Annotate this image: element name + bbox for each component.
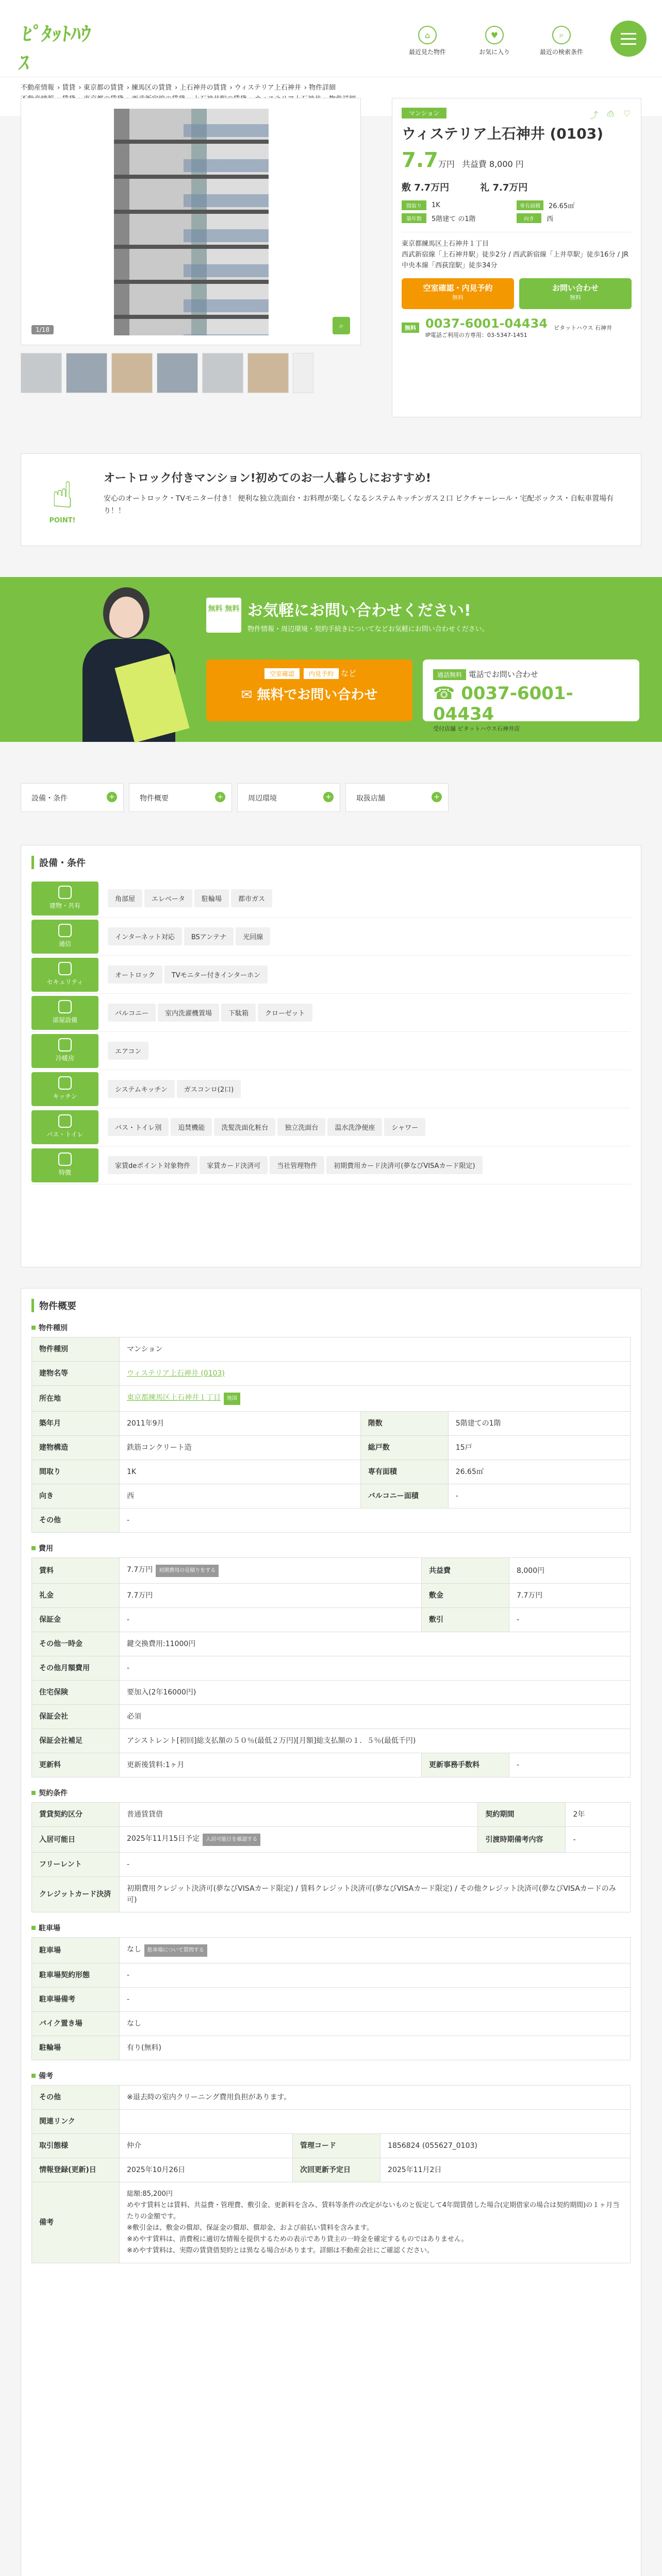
equipment-category: 建物・共有: [31, 882, 98, 916]
subsection-title: 契約条件: [31, 1788, 631, 1798]
share-icon[interactable]: ⤴: [589, 110, 598, 120]
equipment-chip: エアコン: [108, 1042, 148, 1060]
equipment-category: キッチン: [31, 1072, 98, 1106]
category-icon: [58, 1153, 72, 1166]
property-name: ウィステリア上石神井 (0103): [402, 125, 604, 142]
tab-environment[interactable]: 周辺環境 +: [237, 783, 340, 812]
breadcrumb-item[interactable]: ウィステリア上石神井: [234, 84, 301, 92]
deposit: 敷 7.7万円: [402, 182, 450, 193]
equipment-category: バス・トイレ: [31, 1110, 98, 1144]
deposit-key-money: [402, 180, 632, 194]
property-type-tag: マンション: [402, 108, 446, 118]
share-icons: [590, 109, 631, 121]
overview-section: [21, 1288, 641, 2576]
header-nav: [404, 26, 585, 56]
contact-subtitle: 物件情報・周辺環境・契約手続きについてなどお気軽にお問い合わせください。: [247, 625, 489, 633]
free-badge: 無料 無料: [206, 598, 241, 633]
section-tabs: [21, 783, 449, 812]
equipment-chip: オートロック: [108, 965, 162, 984]
equipment-chip: 下駄箱: [221, 1004, 256, 1022]
breadcrumb-item[interactable]: 練馬区の賃貸: [131, 84, 172, 92]
equipment-chip: エレベータ: [144, 889, 192, 907]
spec-item: 専有面積 26.65㎡: [517, 200, 632, 210]
equipment-chip: バルコニー: [108, 1004, 156, 1022]
visit-reserve-button[interactable]: 空室確認・内見予約 無料: [402, 278, 514, 309]
spec-item: 向き 西: [517, 213, 632, 223]
shop-name: ピタットハウス 石神井: [554, 325, 612, 331]
breadcrumb-item[interactable]: 上石神井の賃貸: [179, 84, 227, 92]
overview-table-parking: 駐車場 なし 駐車場について質問する 駐車場契約形態 - 駐車場備考 - バイク置き場 なし 駐輪場 有り(無料): [31, 1937, 631, 2060]
equipment-chip: BSアンテナ: [184, 927, 234, 945]
site-logo[interactable]: ﾋﾟﾀｯﾄﾊｳｽ: [18, 23, 92, 74]
toll-free-label: 通話無料: [433, 669, 466, 680]
address: 東京都練馬区上石神井１丁目: [402, 240, 489, 248]
equipment-row: [31, 1108, 631, 1146]
move-in-check-button[interactable]: 入居可能日を確認する: [203, 1834, 260, 1846]
photo-thumbnails: [21, 353, 361, 393]
map-button[interactable]: 地図: [224, 1393, 240, 1405]
breadcrumb-item[interactable]: 不動産情報: [21, 84, 55, 92]
equipment-chip: クローゼット: [258, 1004, 312, 1022]
subsection-title: 備考: [31, 2071, 631, 2081]
point-hand-icon: ☝ POINT!: [49, 474, 76, 524]
property-hero: [21, 98, 641, 428]
building-link[interactable]: ウィステリア上石神井 (0103): [120, 1362, 631, 1386]
recent-properties-link[interactable]: ⌂ 最近見た物件: [404, 26, 451, 56]
estimate-button[interactable]: 初期費用の見積りをする: [156, 1565, 219, 1577]
thumbnail-next[interactable]: [293, 353, 313, 393]
equipment-row: [31, 879, 631, 918]
phone-badge: 無料: [402, 323, 419, 333]
menu-button[interactable]: [610, 21, 647, 57]
equipment-category: 特徴: [31, 1148, 98, 1182]
subsection-title: 駐車場: [31, 1923, 631, 1933]
building-photo: [114, 109, 269, 335]
favorites-link[interactable]: ♥ お気に入り: [471, 26, 518, 56]
equipment-row: [31, 1070, 631, 1108]
contact-heading: [206, 598, 489, 633]
section-title: 物件概要: [31, 1299, 631, 1312]
point-title: オートロック付きマンション!初めてのお一人暮らしにおすすめ!: [104, 472, 431, 485]
site-header: [0, 0, 662, 77]
equipment-chip: 駐輪場: [194, 889, 229, 907]
equipment-row: [31, 994, 631, 1032]
equipment-category: 通信: [31, 920, 98, 954]
phone-icon: ☎: [433, 683, 455, 704]
search-icon: ⌕: [552, 26, 571, 44]
thumbnail[interactable]: [247, 353, 289, 393]
main-photo[interactable]: [21, 98, 361, 345]
contact-buttons: [402, 278, 632, 309]
category-icon: [58, 1076, 72, 1090]
heart-icon: ♥: [485, 26, 504, 44]
mail-icon: ✉: [241, 687, 253, 703]
equipment-chip: 都市ガス: [231, 889, 272, 907]
category-icon: [58, 1114, 72, 1128]
parking-question-button[interactable]: 駐車場について質問する: [144, 1944, 207, 1957]
equipment-chip: TVモニター付きインターホン: [164, 965, 268, 984]
spec-item: 間取り 1K: [402, 200, 517, 210]
breadcrumb: 不動産情報 › 賃貸 › 東京都の賃貸 › 練馬区の賃貸 › 上石神井の賃貸 › ウィステリア上石神井 › 物件詳細: [0, 77, 662, 116]
category-icon: [58, 924, 72, 937]
tab-shop[interactable]: 取扱店舗 +: [345, 783, 449, 812]
thumbnail[interactable]: [157, 353, 198, 393]
key-money: 礼 7.7万円: [480, 182, 528, 193]
equipment-category: 部屋設備: [31, 996, 98, 1030]
breadcrumb-item[interactable]: 東京都の賃貸: [83, 84, 124, 92]
print-icon[interactable]: ⎙: [607, 109, 614, 118]
equipment-row: [31, 918, 631, 956]
overview-table-1: 物件種別 マンション 建物名等 ウィステリア上石神井 (0103) 所在地 東京都練馬区上石神井１丁目 地図 築年月 2011年9月 階数 5階建ての1階 建物構造 鉄筋コンクリート造 総戸数 15戸 間取り 1K 専有面積 26.65㎡ 向き 西 バルコニー面積 - その他 -: [31, 1337, 631, 1533]
equipment-section: [21, 845, 641, 1267]
address-block: [402, 232, 632, 271]
equipment-chip: 追焚機能: [171, 1118, 212, 1136]
category-icon: [58, 1038, 72, 1052]
point-box: [21, 453, 641, 546]
thumbnail[interactable]: [111, 353, 153, 393]
favorite-heart-icon[interactable]: ♡: [623, 109, 631, 118]
recent-search-link[interactable]: ⌕ 最近の検索条件: [538, 26, 585, 56]
overview-table-contract: 賃貸契約区分 普通賃貸借 契約期間 2年 入居可能日 2025年11月15日予定 入居可能日を確認する 引渡時期備考内容 - フリーレント - クレジットカード決済 初期費用クレジット決済可(夢なびVISAカード限定) / 賃料クレジット決済可(夢なびVISAカード限定) / その他クレジット決済可(夢なびVISAカードのみ可): [31, 1802, 631, 1912]
spec-item: 築年数 5階建て の1階: [402, 213, 517, 223]
equipment-chip: 当社管理物件: [270, 1156, 324, 1174]
thumbnail[interactable]: [202, 353, 243, 393]
point-text: 安心のオートロック・TVモニター付き！ 便利な独立洗面台・お料理が楽しくなるシステムキッチンガス２口 ピクチャーレール・宅配ボックス・自転車置場有り！！: [104, 495, 614, 515]
equipment-chip: 光回線: [236, 927, 270, 945]
phone-number[interactable]: 0037-6001-04434: [425, 316, 548, 331]
phone-number[interactable]: ☎ 0037-6001-04434: [433, 683, 573, 724]
equipment-chip: 角部屋: [108, 889, 142, 907]
equipment-row: [31, 1032, 631, 1070]
equipment-chip: 初期費用カード決済可(夢なびVISAカード限定): [326, 1156, 482, 1174]
equipment-chip: インターネット対応: [108, 927, 182, 945]
property-info-panel: [392, 98, 641, 417]
tab-equipment[interactable]: 設備・条件 +: [21, 783, 124, 812]
thumbnail[interactable]: [21, 353, 62, 393]
equipment-chip: 独立洗面台: [277, 1118, 325, 1136]
category-icon: [58, 886, 72, 899]
contact-banner: [0, 577, 662, 742]
store-icon: ⌂: [418, 26, 437, 44]
section-title: 設備・条件: [31, 856, 631, 869]
staff-image: [72, 582, 196, 742]
free-contact-button[interactable]: 空室確認 内見予約 など ✉ 無料でお問い合わせ: [206, 659, 412, 721]
equipment-category: 冷暖房: [31, 1034, 98, 1068]
category-icon: [58, 1000, 72, 1013]
breadcrumb-item[interactable]: 賃貸: [62, 84, 76, 92]
overview-table-notes: その他 ※退去時の室内クリーニング費用負担があります。 関連リンク 取引態様 仲介 管理コード 1856824 (055627_0103) 情報登録(更新)日 2025年10月26日 次回更新予定日 2025年11月2日 備考 総額:85,200円 めやす賃料とは賃料、共益費・管理費、敷引金、更新料を含み、賃料等条件の改定がないものと仮定して4年間賃借した場合(定期借家の場合は契約期間)の１ヶ月当たりの金額です。 ※敷引金は、敷金の償却、保証金の償却、償却金、および前払い賃料を含みます。 ※めやす賃料は、消費税に適切な情報を提供するための表示であり貸主の一時金を確定するものではありません。 ※めやす賃料は、実際の賃貸借契約とは異なる場合があります。詳細は不動産会社にご確認ください。: [31, 2085, 631, 2263]
thumbnail[interactable]: [66, 353, 107, 393]
equipment-chip: システムキッチン: [108, 1080, 175, 1098]
equipment-chip: ガスコンロ(2口): [177, 1080, 241, 1098]
zoom-icon[interactable]: ⌕: [333, 317, 350, 334]
subsection-title: 費用: [31, 1543, 631, 1553]
category-icon: [58, 962, 72, 975]
equipment-category: セキュリティ: [31, 958, 98, 992]
breadcrumb-item: 物件詳細: [309, 84, 336, 92]
equipment-chip: 洗髪洗面化粧台: [214, 1118, 275, 1136]
photo-counter: 1/18: [31, 325, 54, 334]
phone-block: 無料 0037-6001-04434 IP電話ご利用の方専用：03-5347-1451 ピタットハウス 石神井: [402, 316, 632, 339]
equipment-row: [31, 1146, 631, 1184]
equipment-chip: バス・トイレ別: [108, 1118, 169, 1136]
equipment-chip: 家賃カード決済可: [200, 1156, 268, 1174]
contact-title: お気軽にお問い合わせください!: [247, 602, 471, 620]
tab-overview[interactable]: 物件概要 +: [129, 783, 232, 812]
contact-button[interactable]: お問い合わせ 無料: [519, 278, 632, 309]
rent-price: 7.7万円 共益費 8,000 円: [402, 148, 524, 172]
spec-list: [402, 199, 632, 225]
equipment-chip: 温水洗浄便座: [327, 1118, 382, 1136]
equipment-chip: 室内洗濯機置場: [158, 1004, 219, 1022]
subsection-title: 物件種別: [31, 1323, 631, 1333]
equipment-chip: 家賃deポイント対象物件: [108, 1156, 197, 1174]
phone-contact-box: 通話無料 電話でお問い合わせ ☎ 0037-6001-04434 受付店舗 ピタットハウス石神井店: [423, 659, 639, 721]
address-link[interactable]: 東京都練馬区上石神井１丁目: [127, 1394, 221, 1402]
equipment-row: [31, 956, 631, 994]
access-info: 西武新宿線「上石神井駅」徒歩2分 / 西武新宿線「上井草駅」徒歩16分 / JR中央本線「西荻窪駅」徒歩34分: [402, 251, 628, 269]
equipment-chip: シャワー: [384, 1118, 425, 1136]
overview-table-cost: 賃料 7.7万円 初期費用の見積りをする 共益費 8,000円 礼金 7.7万円 敷金 7.7万円 保証金 - 敷引 - その他一時金 鍵交換費用:11000円 その他月額費用 - 住宅保険 要加入(2年16000円) 保証会社 必須 保証会社補足 アシストレント[初回]総支払額の５０％(最低２万円)[月額]総支払額の１．５％(最低千円) 更新料 更新後賃料:1ヶ月 更新事務手数料 -: [31, 1557, 631, 1777]
